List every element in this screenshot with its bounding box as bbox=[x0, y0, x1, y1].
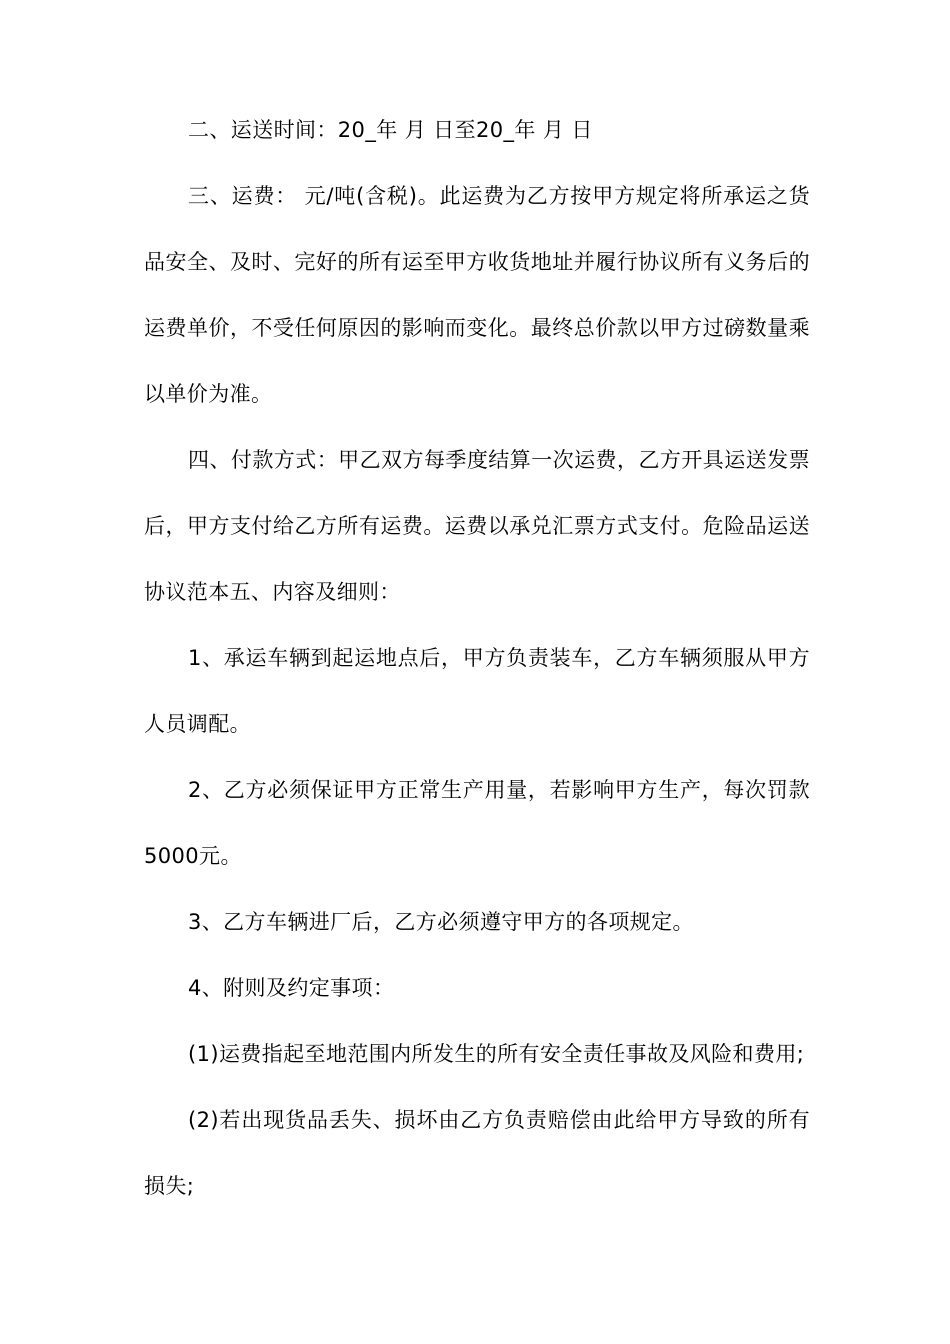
paragraph-subclause-1: (1)运费指起至地范围内所发生的所有安全责任事故及风险和费用; bbox=[188, 1042, 805, 1066]
paragraph-freight: 三、运费： 元/吨(含税)。此运费为乙方按甲方规定将所承运之货品安全、及时、完好的所有运至甲方收货地址并履行协议所有义务后的运费单价，不受任何原因的影响而变化。最终总价款以甲方过磅数量乘以单价为准。 bbox=[144, 184, 810, 406]
paragraph-clause-3: 3、乙方车辆进厂后，乙方必须遵守甲方的各项规定。 bbox=[188, 910, 694, 934]
paragraph-clause-4: 4、附则及约定事项： bbox=[188, 976, 395, 1000]
paragraph-payment-method: 四、付款方式：甲乙双方每季度结算一次运费，乙方开具运送发票后，甲方支付给乙方所有运费。运费以承兑汇票方式支付。危险品运送协议范本五、内容及细则： bbox=[144, 448, 810, 604]
document-body bbox=[144, 97, 810, 1219]
paragraph-subclause-2: (2)若出现货品丢失、损坏由乙方负责赔偿由此给甲方导致的所有损失; bbox=[144, 1108, 810, 1198]
paragraph-clause-1: 1、承运车辆到起运地点后，甲方负责装车，乙方车辆须服从甲方人员调配。 bbox=[144, 646, 810, 736]
paragraph-clause-2: 2、乙方必须保证甲方正常生产用量，若影响甲方生产，每次罚款5000元。 bbox=[144, 778, 810, 868]
paragraph-transport-time: 二、运送时间：20_年 月 日至20_年 月 日 bbox=[188, 118, 593, 142]
